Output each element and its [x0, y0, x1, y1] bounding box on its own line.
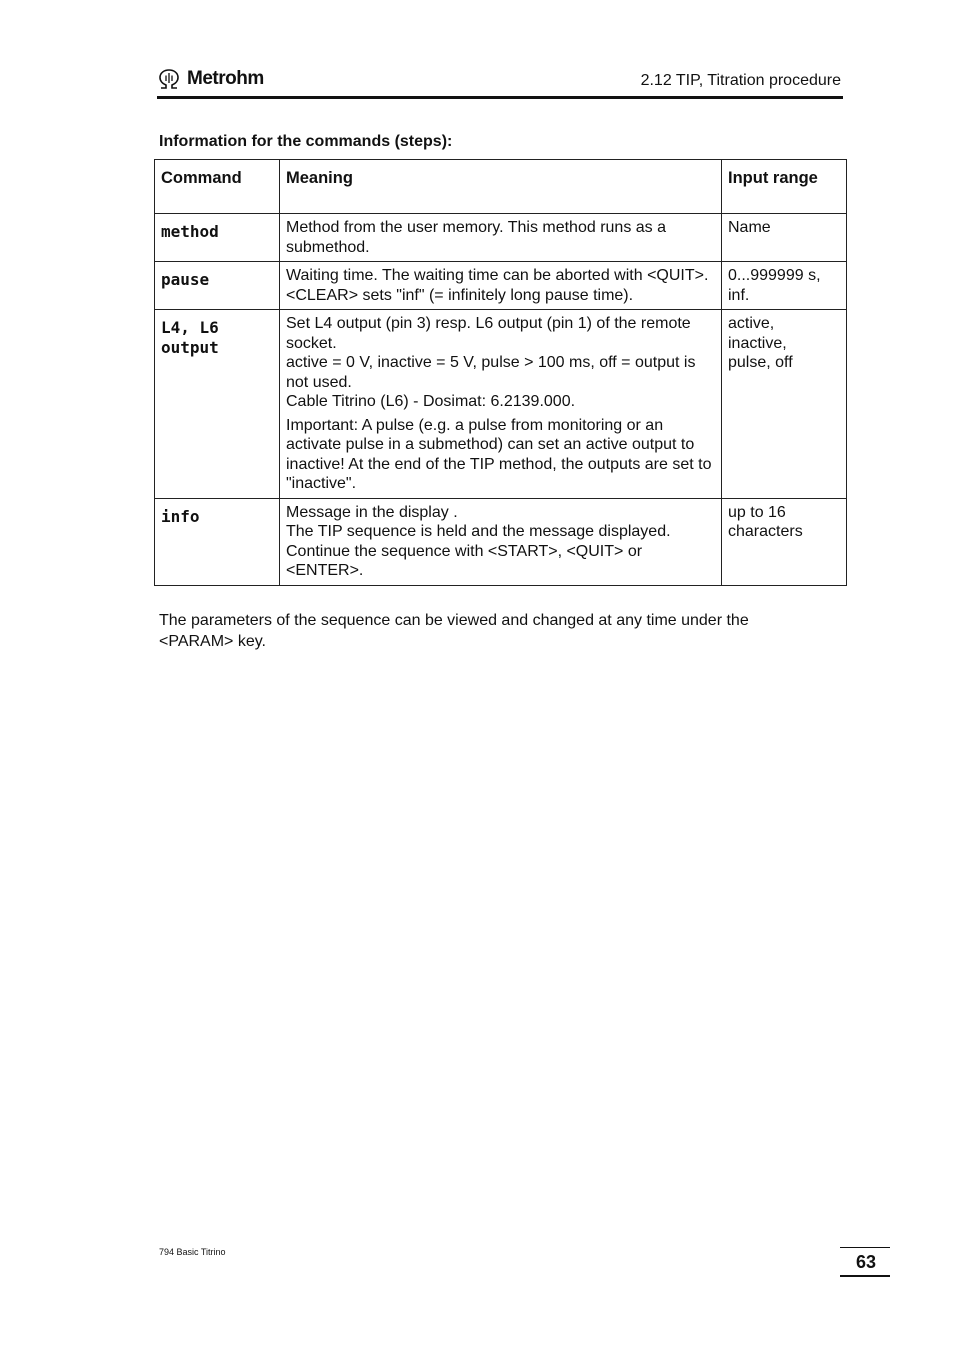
- omega-icon: [157, 68, 181, 90]
- meaning-line: Cable Titrino (L6) - Dosimat: 6.2139.000.: [286, 393, 576, 410]
- table-row: [155, 310, 847, 499]
- table-header-row: [155, 160, 847, 214]
- range-line: active,: [728, 315, 775, 332]
- meaning-cell: [280, 262, 722, 310]
- table-row: [155, 214, 847, 262]
- meaning-line: active = 0 V, inactive = 5 V, pulse > 100 ms, off = output is not used.: [286, 354, 696, 391]
- metrohm-logo: [157, 66, 264, 92]
- range-cell: [722, 262, 847, 310]
- meaning-cell: [280, 214, 722, 262]
- table-row: [155, 498, 847, 585]
- meaning-line: Waiting time. The waiting time can be aborted with <QUIT>.: [286, 267, 709, 284]
- meaning-line: <CLEAR> sets "inf" (= infinitely long pause time).: [286, 286, 634, 304]
- range-cell: [722, 498, 847, 585]
- range-cell: [722, 214, 847, 262]
- range-line: 0...999999 s, inf.: [728, 267, 821, 304]
- meaning-line: The TIP sequence is held and the message displayed. Continue the sequence with <START>, <QUIT> or <ENTER>.: [286, 523, 671, 579]
- meaning-line: Message in the display .: [286, 503, 458, 521]
- table-row: [155, 262, 847, 310]
- meaning-cell: [280, 498, 722, 585]
- header-command: Command: [155, 160, 280, 214]
- section-reference: 2.12 TIP, Titration procedure: [640, 72, 841, 89]
- page-header: [157, 62, 843, 99]
- commands-table: [154, 159, 847, 586]
- range-line: inactive,: [728, 334, 787, 352]
- range-line: up to 16 characters: [728, 503, 803, 540]
- meaning-cell: [280, 310, 722, 499]
- command-cell: info: [155, 498, 280, 585]
- range-line: pulse, off: [728, 354, 793, 371]
- page-number-box: [840, 1247, 890, 1277]
- header-meaning: Meaning: [280, 160, 722, 214]
- meaning-line: Method from the user memory. This method runs as a submethod.: [286, 219, 667, 256]
- page-number: 63: [855, 1252, 876, 1272]
- command-cell: L4, L6 output: [155, 310, 280, 499]
- command-cell: pause: [155, 262, 280, 310]
- header-input-range: Input range: [722, 160, 847, 214]
- table-caption: Information for the commands (steps):: [159, 133, 453, 150]
- meaning-note: Important: A pulse (e.g. a pulse from monitoring or an activate pulse in a submethod) can set an active output to inactive! At the end of the TIP method, the outputs are set to "inactive".: [286, 416, 712, 492]
- command-cell: method: [155, 214, 280, 262]
- footer-product: 794 Basic Titrino: [159, 1247, 226, 1257]
- body-paragraph: The parameters of the sequence can be viewed and changed at any time under the <PARAM> key.: [159, 612, 749, 650]
- range-cell: [722, 310, 847, 499]
- meaning-line: Set L4 output (pin 3) resp. L6 output (pin 1) of the remote socket.: [286, 315, 691, 352]
- logo-text: Metrohm: [187, 68, 264, 89]
- range-line: Name: [728, 219, 771, 236]
